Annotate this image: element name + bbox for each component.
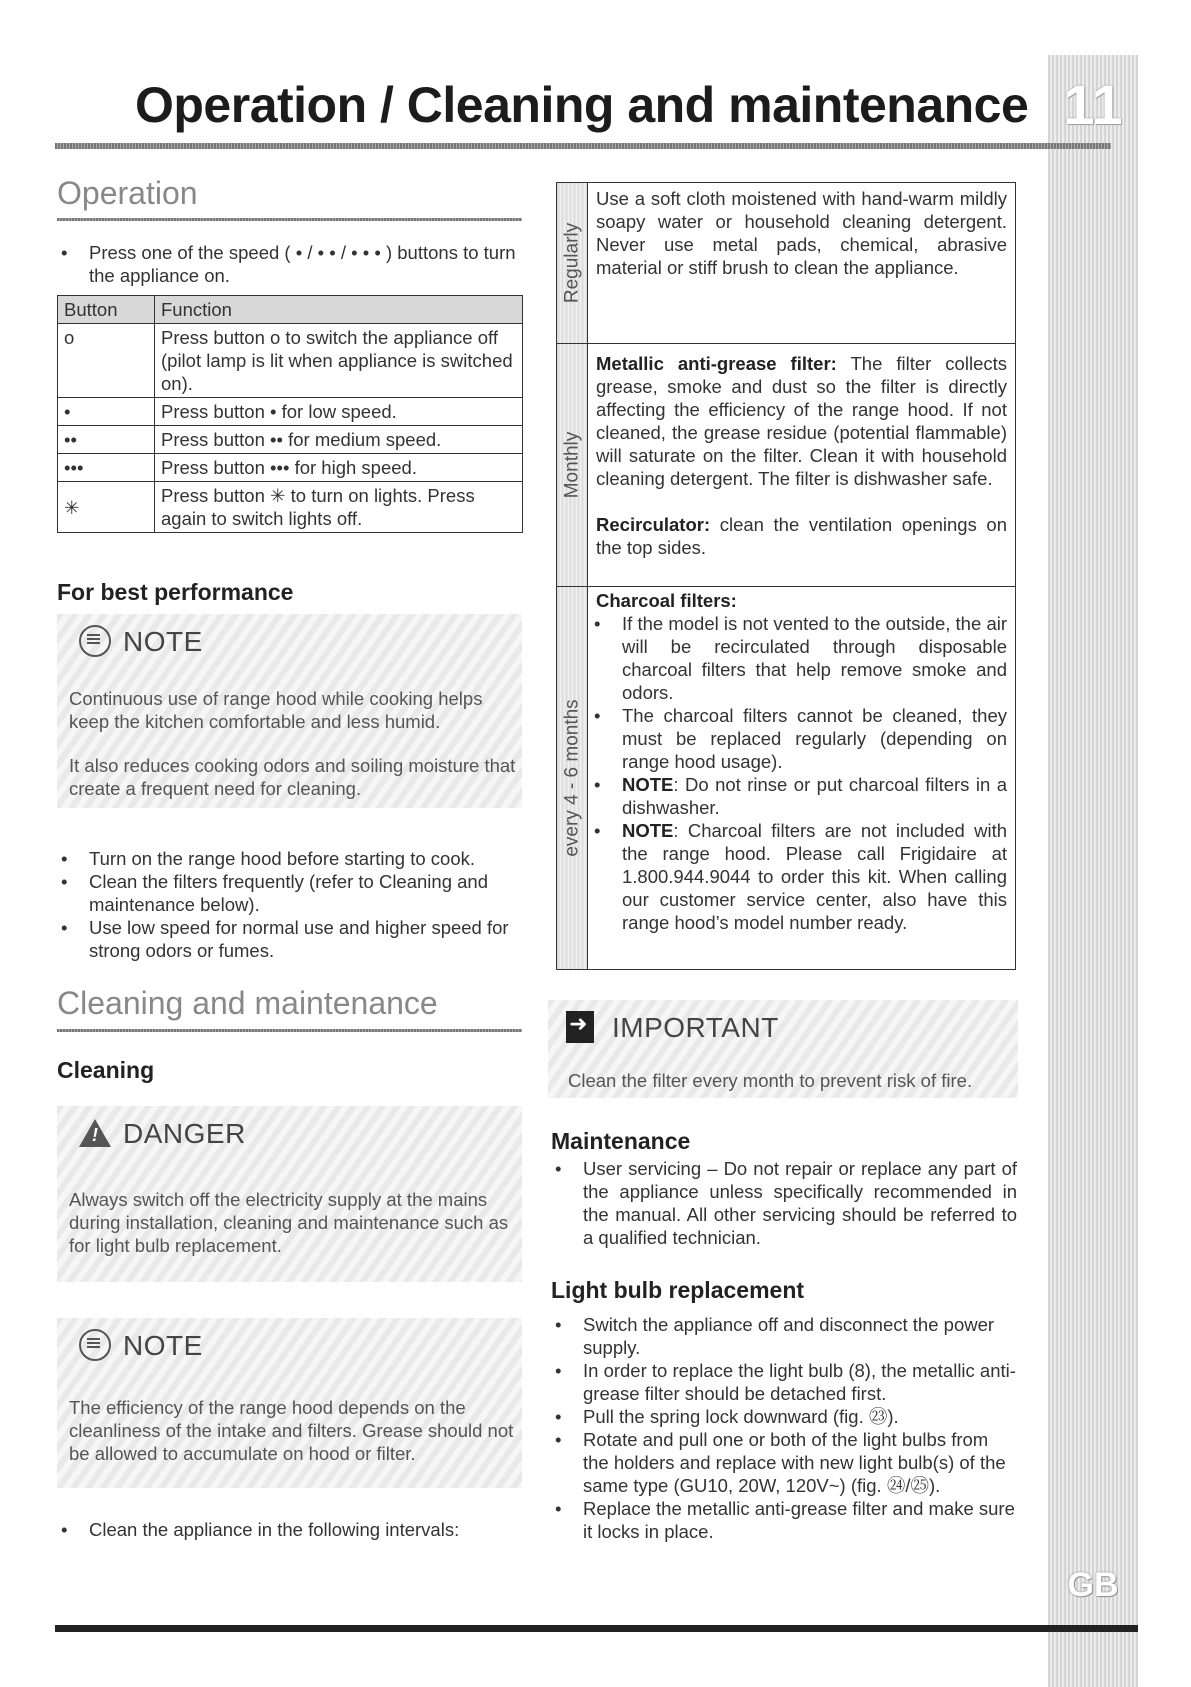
intervals-list xyxy=(57,1518,527,1541)
note-text: : Do not rinse or put charcoal filters in a dishwasher. xyxy=(622,774,1007,818)
metal-filter-label: Metallic anti-grease filter: xyxy=(596,353,837,374)
charcoal-title xyxy=(596,589,1007,612)
cleaning-subtitle: Cleaning xyxy=(57,1057,155,1083)
row-button: ••• xyxy=(58,454,155,482)
note-text: : Charcoal filters are not included with the range hood. Please call Frigidaire at 1.800.944.9044 to order this kit. When calling our customer service center, also have this range hood’s model number ready. xyxy=(622,820,1007,933)
note-heading xyxy=(79,1330,203,1364)
list-item: • User servicing – Do not repair or replace any part of the appliance unless specifically recommended in the manual. All other servicing should be referred to a qualified technician. xyxy=(551,1157,1017,1249)
maintenance-title: Maintenance xyxy=(551,1128,691,1154)
list-item: • If the model is not vented to the outside, the air will be recirculated through disposable charcoal filters that help remove smoke and odors. xyxy=(590,612,1007,704)
label-text: Monthly xyxy=(561,431,583,499)
table-row xyxy=(58,454,523,482)
note-icon xyxy=(79,625,111,657)
title-rule xyxy=(55,143,1111,149)
schedule-row-every-4-6-months xyxy=(557,587,1016,970)
note-label: NOTE xyxy=(622,774,674,795)
cleaning-maintenance-title: Cleaning and maintenance xyxy=(57,985,438,1021)
cleaning-schedule-table xyxy=(556,182,1016,970)
light-bulb-list xyxy=(551,1313,1017,1543)
note-label: NOTE xyxy=(123,1330,203,1361)
note-callout-2 xyxy=(57,1318,522,1488)
list-item xyxy=(590,819,1007,934)
row-function: Press button ✳ to turn on lights. Press again to switch lights off. xyxy=(155,482,523,533)
operation-intro-list xyxy=(57,241,527,287)
col-button-header: Button xyxy=(58,296,155,324)
charcoal-title-text: Charcoal filters: xyxy=(596,590,737,611)
important-label: IMPORTANT xyxy=(612,1012,779,1043)
operation-intro: • Press one of the speed ( • / • • / • • • ) buttons to turn the appliance on. xyxy=(57,241,527,287)
list-item: • Use low speed for normal use and higher speed for strong odors or fumes. xyxy=(57,916,527,962)
side-stripe xyxy=(1048,55,1138,1687)
charcoal-cell xyxy=(588,587,1016,970)
list-item: • Rotate and pull one or both of the light bulbs from the holders and replace with new light bulb(s) of the same type (GU10, 20W, 120V~) (fig. ㉔/㉕). xyxy=(551,1428,1017,1497)
important-heading xyxy=(566,1012,779,1046)
important-text: Clean the filter every month to prevent risk of fire. xyxy=(568,1070,973,1091)
metal-filter-paragraph xyxy=(596,352,1007,490)
bottom-rule xyxy=(55,1625,1138,1632)
label-regularly xyxy=(557,183,588,344)
operation-title: Operation xyxy=(57,175,198,211)
label-monthly xyxy=(557,344,588,587)
warning-triangle-icon xyxy=(79,1119,111,1147)
table-row xyxy=(58,482,523,533)
list-item: • In order to replace the light bulb (8), the metallic anti-grease filter should be detached first. xyxy=(551,1359,1017,1405)
row-button-light-icon: ✳ xyxy=(58,482,155,533)
schedule-row-regularly xyxy=(557,183,1016,344)
danger-heading xyxy=(79,1118,246,1150)
charcoal-list xyxy=(590,612,1007,934)
arrow-right-icon xyxy=(566,1011,594,1043)
button-function-table xyxy=(57,295,523,533)
note-text: The efficiency of the range hood depends on the cleanliness of the intake and filters. Grease should not be allowed to accumulate on hood or filter. xyxy=(69,1397,514,1464)
danger-text: Always switch off the electricity supply at the mains during installation, cleaning and maintenance such as for light bulb replacement. xyxy=(69,1189,509,1256)
page-title: Operation / Cleaning and maintenance xyxy=(135,77,1029,133)
note-label: NOTE xyxy=(123,626,203,657)
label-every-4-6-months xyxy=(557,587,588,970)
list-item: • Turn on the range hood before starting to cook. xyxy=(57,847,527,870)
schedule-row-monthly xyxy=(557,344,1016,587)
note-icon xyxy=(79,1329,111,1361)
list-item: • Replace the metallic anti-grease filter and make sure it locks in place. xyxy=(551,1497,1017,1543)
list-item: • The charcoal filters cannot be cleaned, they must be replaced regularly (depending on range hood usage). xyxy=(590,704,1007,773)
list-item: • Clean the filters frequently (refer to Cleaning and maintenance below). xyxy=(57,870,527,916)
label-text: Regularly xyxy=(561,222,583,304)
cleaning-rule xyxy=(57,1029,522,1032)
regularly-text: Use a soft cloth moistened with hand-warm mildly soapy water or household cleaning detergent. Never use metal pads, chemical, abrasive material or stiff brush to clean the appliance. xyxy=(588,183,1016,344)
table-row xyxy=(58,398,523,426)
list-item: • Switch the appliance off and disconnect the power supply. xyxy=(551,1313,1017,1359)
danger-callout xyxy=(57,1106,522,1282)
metal-filter-text: The filter collects grease, smoke and dust so the filter is directly affecting the efficiency of the range hood. If not cleaned, the grease residue (potential flammable) will saturate on the filter. Clean it with household cleaning detergent. The filter is dishwasher safe. xyxy=(596,353,1007,489)
recirculator-paragraph xyxy=(596,513,1007,559)
note-heading xyxy=(79,626,203,660)
table-header xyxy=(58,296,523,324)
table-row xyxy=(58,426,523,454)
tips-list xyxy=(57,847,527,962)
row-function: Press button •• for medium speed. xyxy=(155,426,523,454)
monthly-cell xyxy=(588,344,1016,587)
note-text-2: It also reduces cooking odors and soiling moisture that create a frequent need for cleaning. xyxy=(69,755,516,799)
operation-rule xyxy=(57,218,522,221)
row-function: Press button • for low speed. xyxy=(155,398,523,426)
recirculator-text: clean the ventilation openings on the top sides. xyxy=(596,514,1007,558)
note-callout-1 xyxy=(57,614,522,808)
best-performance-title: For best performance xyxy=(57,579,294,605)
row-function: Press button o to switch the appliance off (pilot lamp is lit when appliance is switched on). xyxy=(155,324,523,398)
label-text: every 4 - 6 months xyxy=(561,699,583,857)
row-button: • xyxy=(58,398,155,426)
col-function-header: Function xyxy=(155,296,523,324)
maintenance-list xyxy=(551,1157,1017,1249)
row-function: Press button ••• for high speed. xyxy=(155,454,523,482)
table-row xyxy=(58,324,523,398)
page-number: 11 xyxy=(1063,73,1123,136)
list-item: • Clean the appliance in the following intervals: xyxy=(57,1518,527,1541)
note-text-1: Continuous use of range hood while cooking helps keep the kitchen comfortable and less humid. xyxy=(69,688,483,732)
note-label: NOTE xyxy=(622,820,674,841)
row-button: •• xyxy=(58,426,155,454)
list-item xyxy=(590,773,1007,819)
row-button: o xyxy=(58,324,155,398)
danger-label: DANGER xyxy=(123,1118,246,1149)
language-code: GB xyxy=(1067,1566,1119,1604)
list-item: • Pull the spring lock downward (fig. ㉓). xyxy=(551,1405,1017,1428)
light-bulb-title: Light bulb replacement xyxy=(551,1277,805,1303)
recirculator-label: Recirculator: xyxy=(596,514,711,535)
important-callout xyxy=(548,1000,1018,1098)
